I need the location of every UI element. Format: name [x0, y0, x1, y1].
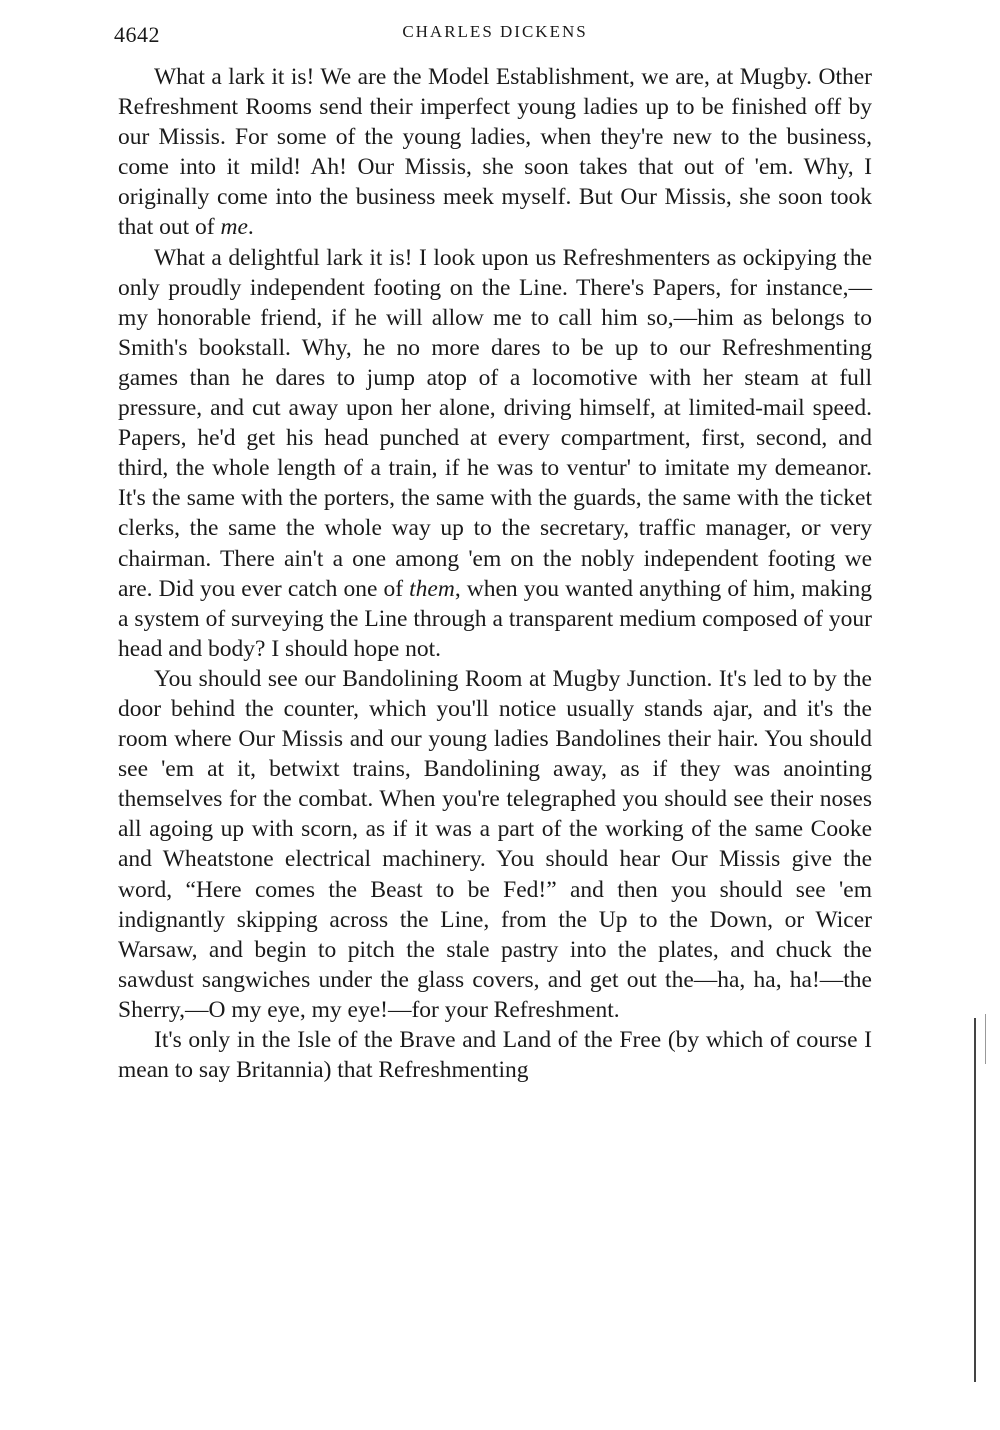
paragraph-2-tail: , when you wanted anything of him, making a system of surveying the Line through a transparent medium composed of your head and body? I should hope not. [118, 575, 873, 662]
paragraph-2-text: What a delightful lark it is! I look upon us Refreshmenters as ockipying the only proudly independent footing on the Line. There's Papers, for instance,—my honorable friend, if he will allow me to call him so,—him as belongs to Smith's bookstall. Why, he no more dares to be up to our Refreshmenting games than he dares to jump atop of a locomotive with her steam at full pressure, and cut away upon her alone, driving himself, at limited-mail speed. Papers, he'd get his head punched at every compartment, first, second, and third, the whole length of a train, if he was to ventur' to imitate my demeanor. It's the same with the porters, the same with the guards, the same with the ticket clerks, the same the whole way up to the secretary, traffic manager, or very chairman. There ain't a one among 'em on the nobly independent footing we are. Did you ever catch one of [118, 244, 872, 602]
paragraph-3-text: You should see our Bandolining Room at Mugby Junction. It's led to by the door behind the counter, which you'll notice usually stands ajar, and it's the room where Our Missis and our young ladies Bandolines their hair. You should see 'em at it, betwixt trains, Bandolining away, as if they was anointing themselves for the combat. When you're telegraphed you should see their noses all agoing up with scorn, as if it was a part of the working of the same Cooke and Wheatstone electrical machinery. You should hear Our Missis give the word, “Here comes the Beast to be Fed!” and then you should see 'em indignantly skipping across the Line, from the Up to the Down, or Wicer Warsaw, and begin to pitch the stale pastry into the plates, and chuck the sawdust sangwiches under the glass covers, and get out the—ha, ha, ha!—the Sherry,—O my eye, my eye!—for your Refreshment. [118, 665, 872, 1023]
paragraph-4-text: It's only in the Isle of the Brave and Land of the Free (by which of course I mean to say Britannia) that Refreshmenting [118, 1027, 872, 1084]
paragraph-1 [118, 62, 872, 243]
page-number: 4642 [114, 22, 160, 47]
paragraph-4 [118, 1025, 872, 1085]
margin-scan-line-thin [985, 1014, 986, 1064]
running-head: CHARLES DICKENS [402, 22, 588, 41]
paragraph-1-text: What a lark it is! We are the Model Establishment, we are, at Mugby. Other Refreshment Rooms send their imperfect young ladies up to be finished off by our Missis. For some of the young ladies, when they're new to the business, come into it mild! Ah! Our Missis, she soon takes that out of 'em. Why, I originally come into the business meek myself. But Our Missis, she soon took that out of [118, 64, 872, 241]
paragraph-3 [118, 664, 872, 1025]
body-text [118, 62, 872, 1085]
paragraph-2-emphasis: them [409, 575, 455, 602]
paragraph-1-emphasis: me [220, 214, 248, 241]
margin-scan-line [974, 1018, 976, 1382]
paragraph-2 [118, 243, 872, 664]
paragraph-1-tail: . [247, 214, 254, 241]
